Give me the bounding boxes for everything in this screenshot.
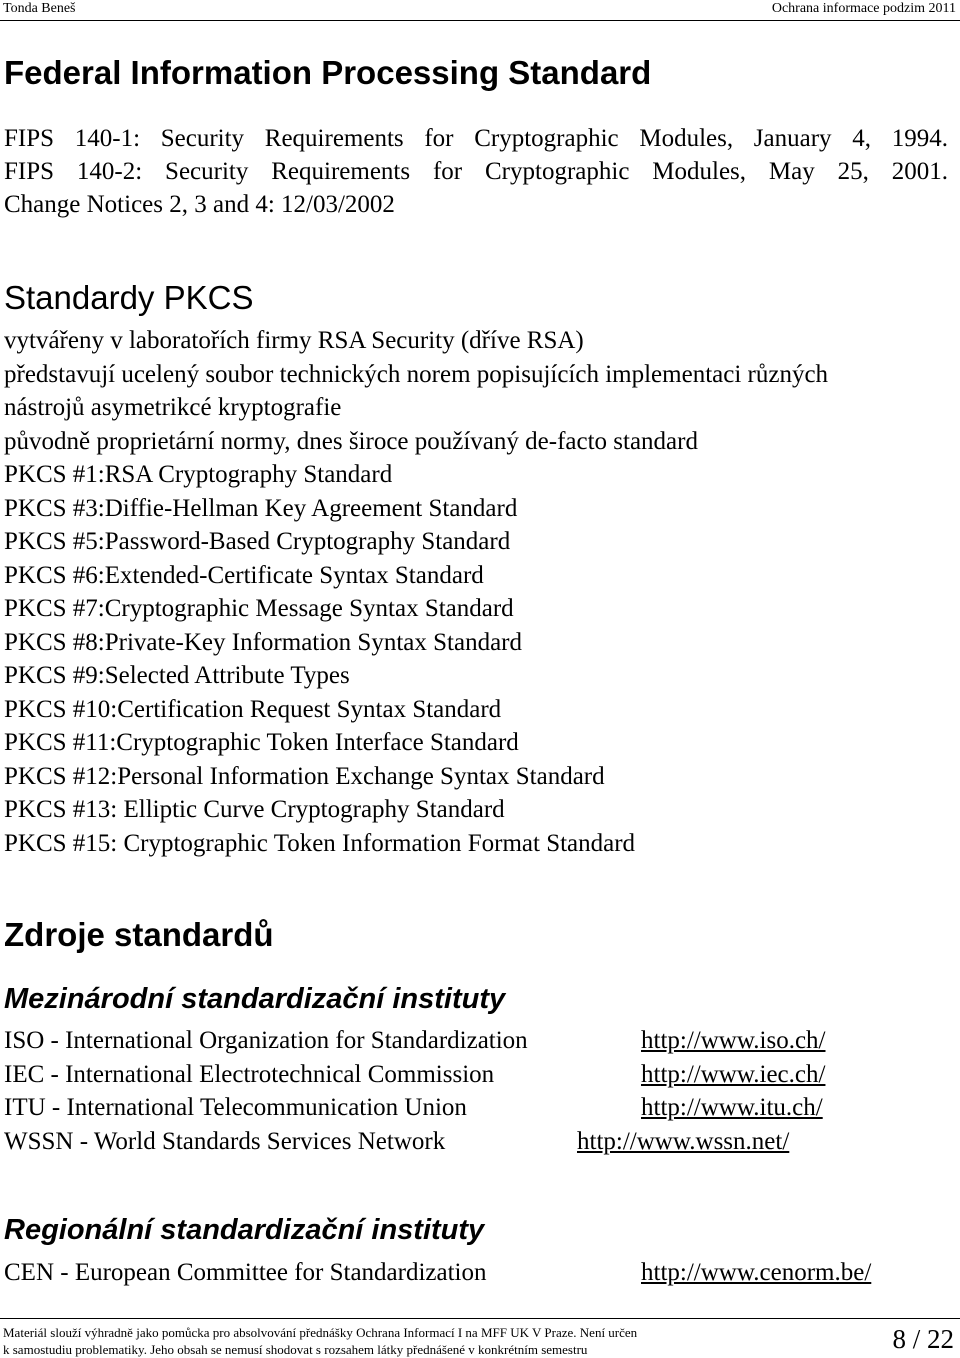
- pkcs-line: PKCS #5:Password-Based Cryptography Standard: [4, 528, 511, 555]
- fips-title: Federal Information Processing Standard: [4, 54, 652, 91]
- fips-list: [4, 122, 960, 221]
- institute-link-iec[interactable]: http://www.iec.ch/: [641, 1060, 826, 1088]
- pkcs-line: PKCS #13: Elliptic Curve Cryptography Standard: [4, 796, 505, 823]
- institute-name: IEC - International Electrotechnical Commission: [4, 1060, 495, 1088]
- footer-line-1: Materiál slouží výhradně jako pomůcka pro absolvování přednášky Ochrana Informací I na MFF UK V Praze. Není určen: [3, 1325, 638, 1340]
- institute-row-wssn: [4, 1125, 960, 1159]
- fips-line-3: Change Notices 2, 3 and 4: 12/03/2002: [4, 191, 395, 218]
- pkcs-title: Standardy PKCS: [4, 279, 254, 316]
- pkcs-line: PKCS #11:Cryptographic Token Interface Standard: [4, 729, 519, 756]
- pkcs-line: PKCS #10:Certification Request Syntax Standard: [4, 695, 502, 723]
- regional-list: [4, 1256, 960, 1290]
- pkcs-list: [4, 324, 960, 860]
- pkcs-line: PKCS #12:Personal Information Exchange Syntax Standard: [4, 762, 605, 790]
- pkcs-line: představují ucelený soubor technických norem popisujících implementaci různých: [4, 360, 829, 388]
- institute-link-iso[interactable]: http://www.iso.ch/: [641, 1027, 826, 1054]
- header-author: Tonda Beneš: [3, 1, 76, 16]
- institute-name: ISO - International Organization for Standardization: [4, 1027, 528, 1054]
- institute-link-wssn[interactable]: http://www.wssn.net/: [577, 1127, 790, 1155]
- pkcs-line: PKCS #7:Cryptographic Message Syntax Standard: [4, 595, 514, 622]
- fips-line-2: FIPS 140-2: Security Requirements for Cryptographic Modules, May 25, 2001.: [4, 158, 948, 185]
- pkcs-line: původně proprietární normy, dnes široce používaný de-facto standard: [4, 427, 698, 455]
- institute-link-itu[interactable]: http://www.itu.ch/: [641, 1094, 823, 1121]
- regional-title: Regionální standardizační instituty: [4, 1214, 485, 1246]
- page-number: 8 / 22: [892, 1324, 954, 1354]
- pkcs-line: nástrojů asymetrikcé kryptografie: [4, 394, 342, 421]
- international-list: [4, 1024, 960, 1158]
- footer-rule: [0, 1318, 960, 1319]
- fips-line-1: FIPS 140-1: Security Requirements for Cryptographic Modules, January 4, 1994.: [4, 125, 948, 152]
- institute-name: ITU - International Telecommunication Union: [4, 1094, 467, 1121]
- page-footer: [0, 1318, 960, 1358]
- pkcs-line: PKCS #6:Extended-Certificate Syntax Standard: [4, 561, 484, 589]
- pkcs-line: vytvářeny v laboratořích firmy RSA Security (dříve RSA): [4, 327, 584, 354]
- institute-row-cen: [4, 1256, 960, 1290]
- footer-line-2: k samostudiu problematiky. Jeho obsah se nemusí shodovat s rozsahem látky přednášené v konkrétním semestru: [3, 1342, 588, 1357]
- institute-name: WSSN - World Standards Services Network: [4, 1127, 446, 1155]
- international-title: Mezinárodní standardizační instituty: [4, 983, 506, 1015]
- pkcs-line: PKCS #1:RSA Cryptography Standard: [4, 461, 393, 488]
- header-rule: [0, 20, 960, 21]
- pkcs-line: PKCS #9:Selected Attribute Types: [4, 662, 350, 689]
- institute-row-itu: [4, 1091, 960, 1125]
- header-course: Ochrana informace podzim 2011: [771, 1, 956, 16]
- institute-link-cen[interactable]: http://www.cenorm.be/: [641, 1259, 872, 1286]
- institute-name: CEN - European Committee for Standardization: [4, 1259, 487, 1286]
- pkcs-line: PKCS #3:Diffie-Hellman Key Agreement Standard: [4, 494, 518, 522]
- page-header: [0, 0, 960, 22]
- sources-title: Zdroje standardů: [4, 916, 274, 953]
- pkcs-line: PKCS #8:Private-Key Information Syntax Standard: [4, 628, 522, 656]
- pkcs-line: PKCS #15: Cryptographic Token Information Format Standard: [4, 829, 636, 857]
- footer-disclaimer: [3, 1324, 637, 1358]
- institute-row-iec: [4, 1058, 960, 1092]
- institute-row-iso: [4, 1024, 960, 1058]
